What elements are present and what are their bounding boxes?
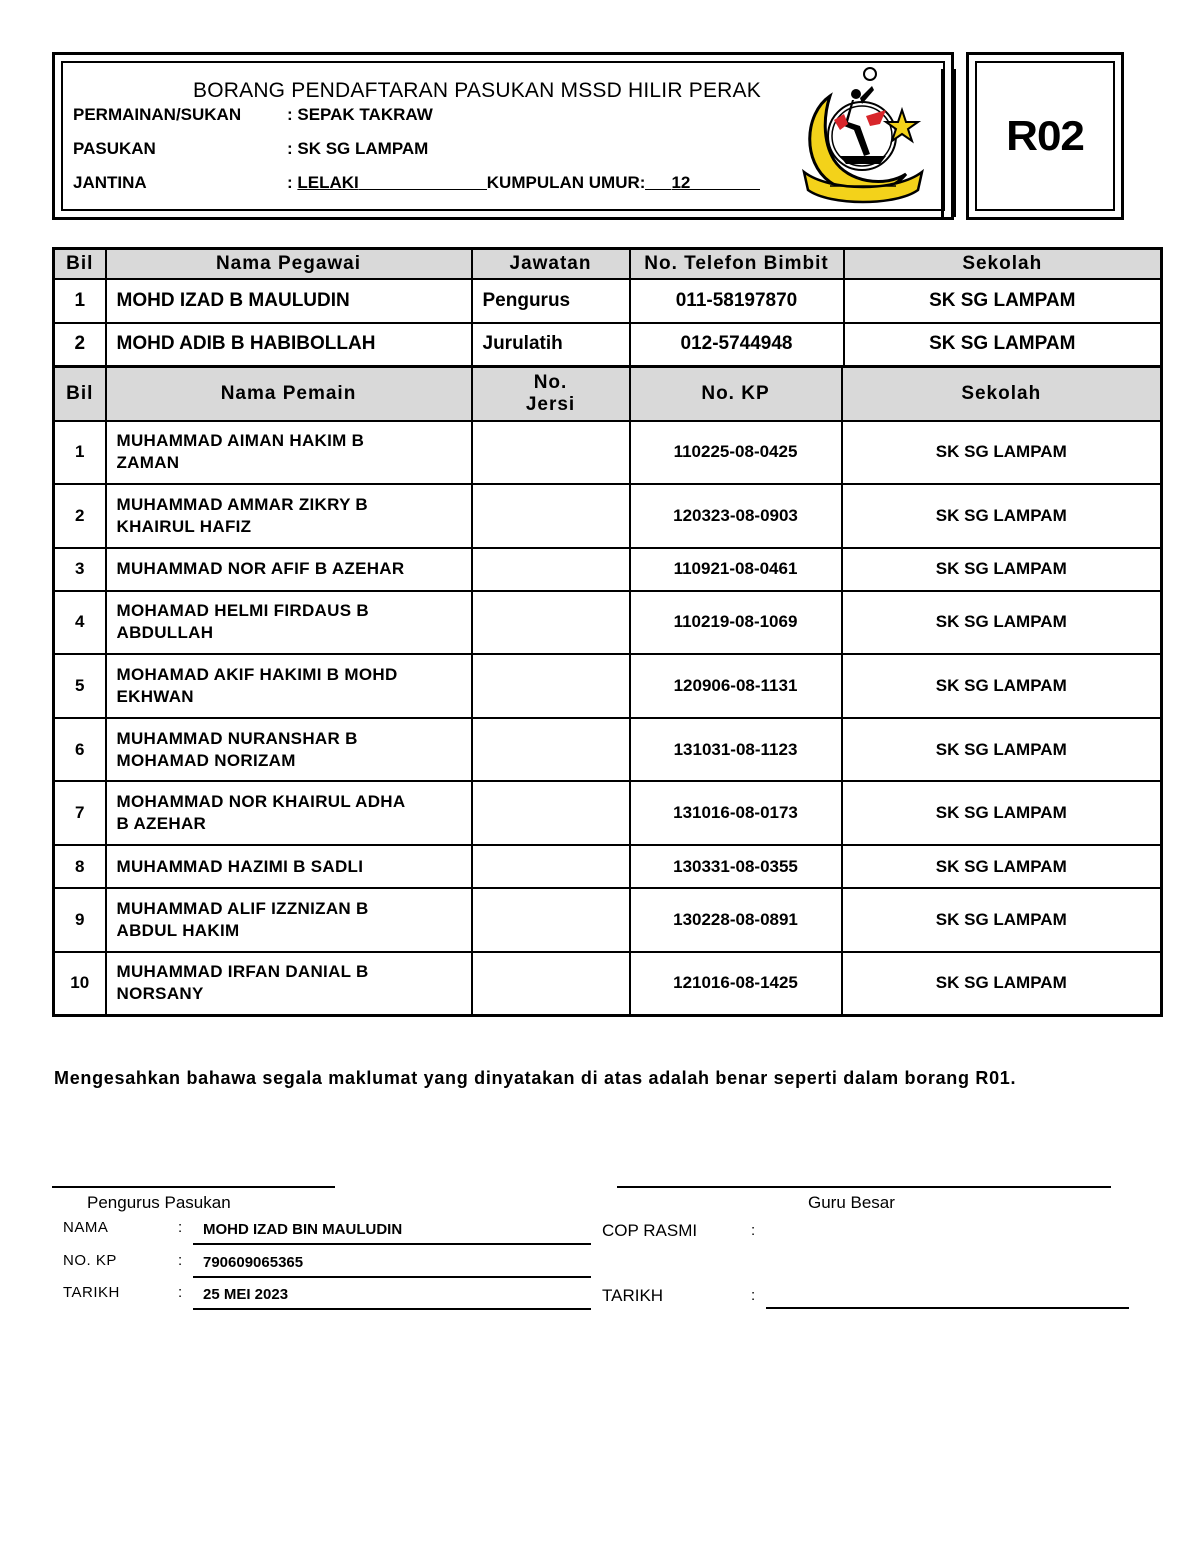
gender-label: JANTINA — [73, 173, 147, 192]
player-bil: 4 — [54, 591, 106, 655]
player-name — [106, 888, 472, 952]
player-name: MUHAMMAD NOR AFIF B AZEHAR — [106, 548, 472, 591]
table-row — [54, 781, 1162, 845]
player-school: SK SG LAMPAM — [842, 548, 1162, 591]
player-name-line2: KHAIRUL HAFIZ — [116, 516, 252, 536]
ic-value: 790609065365 — [193, 1252, 591, 1278]
officials-header-phone: No. Telefon Bimbit — [630, 249, 844, 279]
headmaster-date-label: TARIKH — [602, 1286, 664, 1305]
player-ic: 110921-08-0461 — [630, 548, 842, 591]
table-row — [54, 323, 1162, 367]
gender-row — [73, 173, 760, 193]
officials-header-row — [54, 249, 1162, 279]
age-blank-line-right — [690, 174, 760, 190]
sport-row — [73, 105, 433, 125]
form-title: BORANG PENDAFTARAN PASUKAN MSSD HILIR PERAK — [193, 79, 761, 102]
players-header-jersey-line2: Jersi — [525, 393, 576, 415]
official-school: SK SG LAMPAM — [844, 323, 1162, 367]
age-group-label: KUMPULAN UMUR: — [486, 173, 646, 192]
headmaster-date-line — [766, 1307, 1129, 1309]
player-name — [106, 654, 472, 718]
player-name-line1: MUHAMMAD AIMAN HAKIM B — [116, 431, 365, 451]
table-row — [54, 845, 1162, 888]
player-school: SK SG LAMPAM — [842, 845, 1162, 888]
official-bil: 1 — [54, 279, 106, 323]
headmaster-role-label: Guru Besar — [808, 1193, 895, 1212]
player-bil: 3 — [54, 548, 106, 591]
player-name-line2: EKHWAN — [116, 687, 194, 707]
player-jersey — [472, 952, 630, 1016]
player-name-line1: MOHAMAD AKIF HAKIMI B MOHD — [116, 665, 398, 685]
player-bil: 8 — [54, 845, 106, 888]
official-phone: 012-5744948 — [630, 323, 844, 367]
player-school: SK SG LAMPAM — [842, 654, 1162, 718]
player-jersey — [472, 591, 630, 655]
name-colon: : — [178, 1219, 183, 1236]
player-name-line1: MOHAMAD HELMI FIRDAUS B — [116, 601, 369, 621]
officials-table — [52, 247, 1163, 368]
player-name-line2: ABDUL HAKIM — [116, 920, 240, 940]
player-school: SK SG LAMPAM — [842, 952, 1162, 1016]
ic-colon: : — [178, 1252, 183, 1269]
player-jersey — [472, 888, 630, 952]
name-label: NAMA — [63, 1219, 109, 1236]
players-header-jersey — [472, 367, 630, 421]
player-jersey — [472, 718, 630, 782]
player-bil: 10 — [54, 952, 106, 1016]
official-phone: 011-58197870 — [630, 279, 844, 323]
player-name-line2: ZAMAN — [116, 453, 180, 473]
sport-label: PERMAINAN/SUKAN — [73, 105, 242, 124]
date-value: 25 MEI 2023 — [193, 1284, 591, 1310]
players-header-school: Sekolah — [842, 367, 1162, 421]
player-bil: 6 — [54, 718, 106, 782]
players-header-bil: Bil — [54, 367, 106, 421]
player-name-line1: MOHAMMAD NOR KHAIRUL ADHA — [116, 792, 406, 812]
officials-header-name: Nama Pegawai — [106, 249, 472, 279]
player-name-line2: MOHAMAD NORIZAM — [116, 750, 296, 770]
table-row — [54, 421, 1162, 485]
player-name-line1: MUHAMMAD AMMAR ZIKRY B — [116, 494, 368, 514]
player-name-line2: B AZEHAR — [116, 814, 207, 834]
gender-colon: : — [287, 173, 298, 192]
players-header-row — [54, 367, 1162, 421]
players-header-jersey-line1: No. — [533, 371, 568, 393]
table-row — [54, 548, 1162, 591]
stamp-colon: : — [751, 1222, 756, 1239]
table-row — [54, 591, 1162, 655]
ic-label: NO. KP — [63, 1252, 117, 1269]
team-label: PASUKAN — [73, 139, 156, 158]
player-name — [106, 591, 472, 655]
manager-role-label: Pengurus Pasukan — [87, 1193, 231, 1212]
table-row — [54, 279, 1162, 323]
gender-value: LELAKI — [297, 173, 359, 192]
player-name-line1: MUHAMMAD NURANSHAR B — [116, 728, 358, 748]
player-name — [106, 484, 472, 548]
player-name-line1: MUHAMMAD ALIF IZZNIZAN B — [116, 898, 369, 918]
player-jersey — [472, 421, 630, 485]
players-header-ic: No. KP — [630, 367, 842, 421]
player-bil: 9 — [54, 888, 106, 952]
player-jersey — [472, 845, 630, 888]
date-label: TARIKH — [63, 1284, 120, 1301]
player-ic: 131031-08-1123 — [630, 718, 842, 782]
name-value: MOHD IZAD BIN MAULUDIN — [193, 1219, 591, 1245]
headmaster-signature-line — [617, 1186, 1111, 1188]
players-header-name: Nama Pemain — [106, 367, 472, 421]
manager-signature-line — [52, 1186, 335, 1188]
player-ic: 131016-08-0173 — [630, 781, 842, 845]
table-row — [54, 718, 1162, 782]
official-name: MOHD ADIB B HABIBOLLAH — [106, 323, 472, 367]
header-divider-thin — [941, 69, 944, 217]
player-ic: 130228-08-0891 — [630, 888, 842, 952]
player-name — [106, 781, 472, 845]
official-name: MOHD IZAD B MAULUDIN — [106, 279, 472, 323]
player-school: SK SG LAMPAM — [842, 484, 1162, 548]
mssd-emblem-icon — [800, 64, 926, 210]
form-code-inner — [975, 61, 1115, 211]
officials-header-school: Sekolah — [844, 249, 1162, 279]
team-value: : SK SG LAMPAM — [287, 139, 429, 158]
table-row — [54, 654, 1162, 718]
players-table — [52, 365, 1163, 1017]
date-colon: : — [178, 1284, 183, 1301]
official-bil: 2 — [54, 323, 106, 367]
table-row — [54, 952, 1162, 1016]
table-row — [54, 484, 1162, 548]
player-ic: 130331-08-0355 — [630, 845, 842, 888]
player-school: SK SG LAMPAM — [842, 421, 1162, 485]
sport-value: : SEPAK TAKRAW — [287, 105, 433, 124]
player-school: SK SG LAMPAM — [842, 591, 1162, 655]
player-school: SK SG LAMPAM — [842, 718, 1162, 782]
age-blank-line-left — [645, 174, 671, 190]
player-bil: 7 — [54, 781, 106, 845]
player-jersey — [472, 654, 630, 718]
player-ic: 110219-08-1069 — [630, 591, 842, 655]
player-bil: 2 — [54, 484, 106, 548]
header-divider-thick — [951, 69, 956, 217]
official-position: Pengurus — [472, 279, 630, 323]
player-bil: 1 — [54, 421, 106, 485]
player-ic: 120906-08-1131 — [630, 654, 842, 718]
player-jersey — [472, 781, 630, 845]
table-row — [54, 888, 1162, 952]
officials-header-bil: Bil — [54, 249, 106, 279]
form-code: R02 — [1006, 112, 1084, 159]
player-name — [106, 952, 472, 1016]
player-name — [106, 421, 472, 485]
player-school: SK SG LAMPAM — [842, 888, 1162, 952]
official-school: SK SG LAMPAM — [844, 279, 1162, 323]
player-school: SK SG LAMPAM — [842, 781, 1162, 845]
form-code-box — [966, 52, 1124, 220]
player-name-line2: ABDULLAH — [116, 623, 214, 643]
headmaster-date-colon: : — [751, 1287, 756, 1304]
gender-blank-line — [359, 174, 487, 190]
player-ic: 110225-08-0425 — [630, 421, 842, 485]
age-group-value: 12 — [671, 173, 691, 192]
player-name-line2: NORSANY — [116, 984, 204, 1004]
player-ic: 121016-08-1425 — [630, 952, 842, 1016]
player-jersey — [472, 548, 630, 591]
player-jersey — [472, 484, 630, 548]
official-position: Jurulatih — [472, 323, 630, 367]
player-name — [106, 718, 472, 782]
officials-header-position: Jawatan — [472, 249, 630, 279]
confirmation-statement: Mengesahkan bahawa segala maklumat yang dinyatakan di atas adalah benar seperti dalam borang R01. — [54, 1068, 1017, 1088]
stamp-label: COP RASMI — [602, 1221, 698, 1240]
player-name-line1: MUHAMMAD IRFAN DANIAL B — [116, 962, 369, 982]
player-ic: 120323-08-0903 — [630, 484, 842, 548]
player-name: MUHAMMAD HAZIMI B SADLI — [106, 845, 472, 888]
player-bil: 5 — [54, 654, 106, 718]
team-row — [73, 139, 428, 159]
